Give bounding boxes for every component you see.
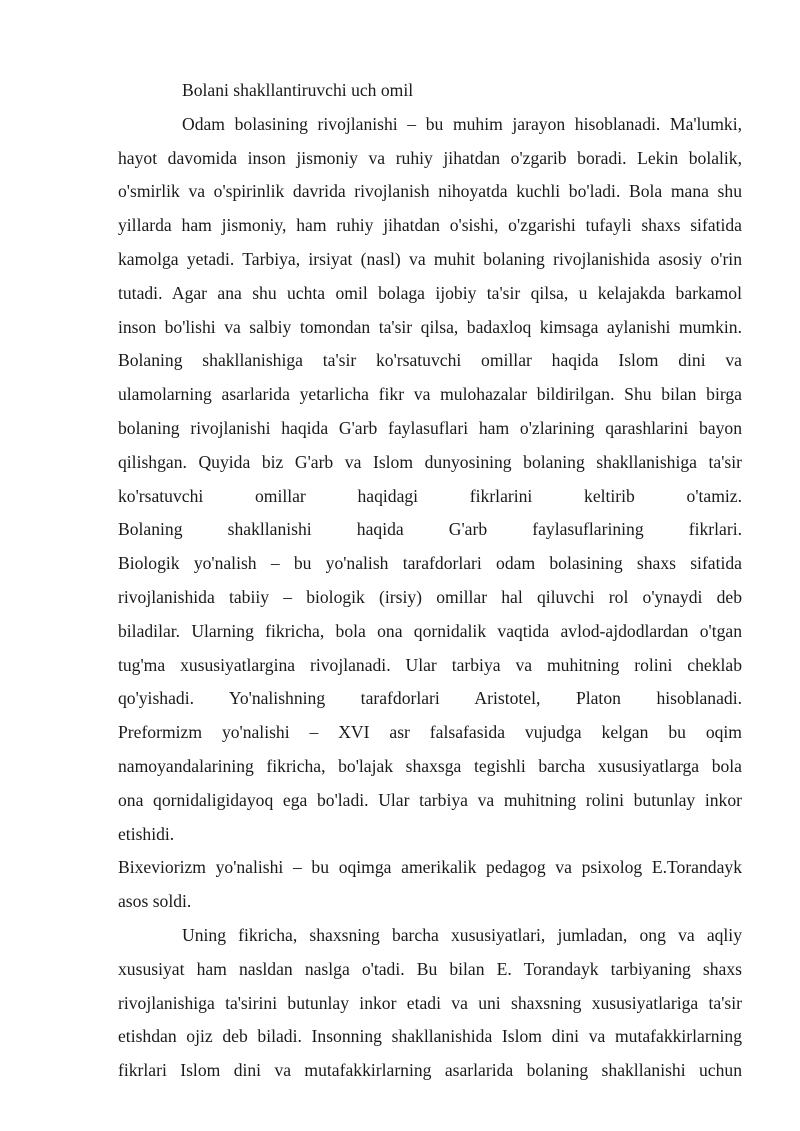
section-heading: Bolaning shakllanishi haqida G'arb faylasuflarining fikrlari.	[118, 519, 742, 540]
text-line: qo'yishadi. Yo'nalishning tarafdorlari Aristotel, Platon hisoblanadi.	[118, 688, 742, 709]
text-line: bolaning rivojlanishi haqida G'arb faylasuflari ham o'zlarining qarashlarini bayon	[118, 417, 742, 438]
text-line: hayot davomida inson jismoniy va ruhiy jihatdan o'zgarib boradi. Lekin bolalik,	[118, 147, 742, 168]
text-line: Bolaning shakllanishiga ta'sir ko'rsatuvchi omillar haqida Islom dini va	[118, 350, 742, 371]
text-line: etishdan ojiz deb biladi. Insonning shakllanishida Islom dini va mutafakkirlarning	[118, 1026, 742, 1047]
text-line: Bixeviorizm yo'nalishi – bu oqimga amerikalik pedagog va psixolog E.Torandayk	[118, 857, 742, 878]
text-line: tutadi. Agar ana shu uchta omil bolaga ijobiy ta'sir qilsa, u kelajakda barkamol	[118, 282, 742, 303]
text-line: etishidi.	[118, 823, 175, 844]
text-line: ona qornidaligidayoq ega bo'ladi. Ular tarbiya va muhitning rolini butunlay inkor	[118, 789, 742, 810]
text-line: tug'ma xususiyatlargina rivojlanadi. Ular tarbiya va muhitning rolini cheklab	[118, 654, 742, 675]
text-line: kamolga yetadi. Tarbiya, irsiyat (nasl) va muhit bolaning rivojlanishida asosiy o'rin	[118, 248, 742, 269]
text-line: Biologik yo'nalish – bu yo'nalish tarafdorlari odam bolasining shaxs sifatida	[118, 553, 742, 574]
document-title: Bolani shakllantiruvchi uch omil	[182, 80, 414, 100]
text-line: biladilar. Ularning fikricha, bola ona qornidalik vaqtida avlod-ajdodlardan o'tgan	[118, 620, 742, 641]
text-line: ko'rsatuvchi omillar haqidagi fikrlarini keltirib o'tamiz.	[118, 485, 742, 506]
text-line: Odam bolasining rivojlanishi – bu muhim jarayon hisoblanadi. Ma'lumki,	[182, 113, 742, 134]
text-line: fikrlari Islom dini va mutafakkirlarning asarlarida bolaning shakllanishi uchun	[118, 1060, 742, 1081]
text-line: xususiyat ham nasldan naslga o'tadi. Bu bilan E. Torandayk tarbiyaning shaxs	[118, 958, 742, 979]
text-line: asos soldi.	[118, 891, 192, 912]
text-line: rivojlanishida tabiiy – biologik (irsiy) omillar hal qiluvchi rol o'ynaydi deb	[118, 586, 742, 607]
document-body	[118, 74, 742, 1088]
text-line: inson bo'lishi va salbiy tomondan ta'sir qilsa, badaxloq kimsaga aylanishi mumkin.	[118, 316, 742, 337]
text-line: Preformizm yo'nalishi – XVI asr falsafasida vujudga kelgan bu oqim	[118, 722, 742, 743]
text-line: Uning fikricha, shaxsning barcha xususiyatlari, jumladan, ong va aqliy	[182, 924, 742, 945]
text-line: o'smirlik va o'spirinlik davrida rivojlanish nihoyatda kuchli bo'ladi. Bola mana shu	[118, 181, 742, 202]
text-line: ulamolarning asarlarida yetarlicha fikr va mulohazalar bildirilgan. Shu bilan birga	[118, 384, 742, 405]
text-line: yillarda ham jismoniy, ham ruhiy jihatdan o'sishi, o'zgarishi tufayli shaxs sifatida	[118, 215, 742, 236]
text-line: rivojlanishiga ta'sirini butunlay inkor etadi va uni shaxsning xususiyatlariga ta'sir	[118, 992, 742, 1013]
text-line: namoyandalarining fikricha, bo'lajak shaxsga tegishli barcha xususiyatlarga bola	[118, 755, 742, 776]
text-line: qilishgan. Quyida biz G'arb va Islom dunyosining bolaning shakllanishiga ta'sir	[118, 451, 742, 472]
